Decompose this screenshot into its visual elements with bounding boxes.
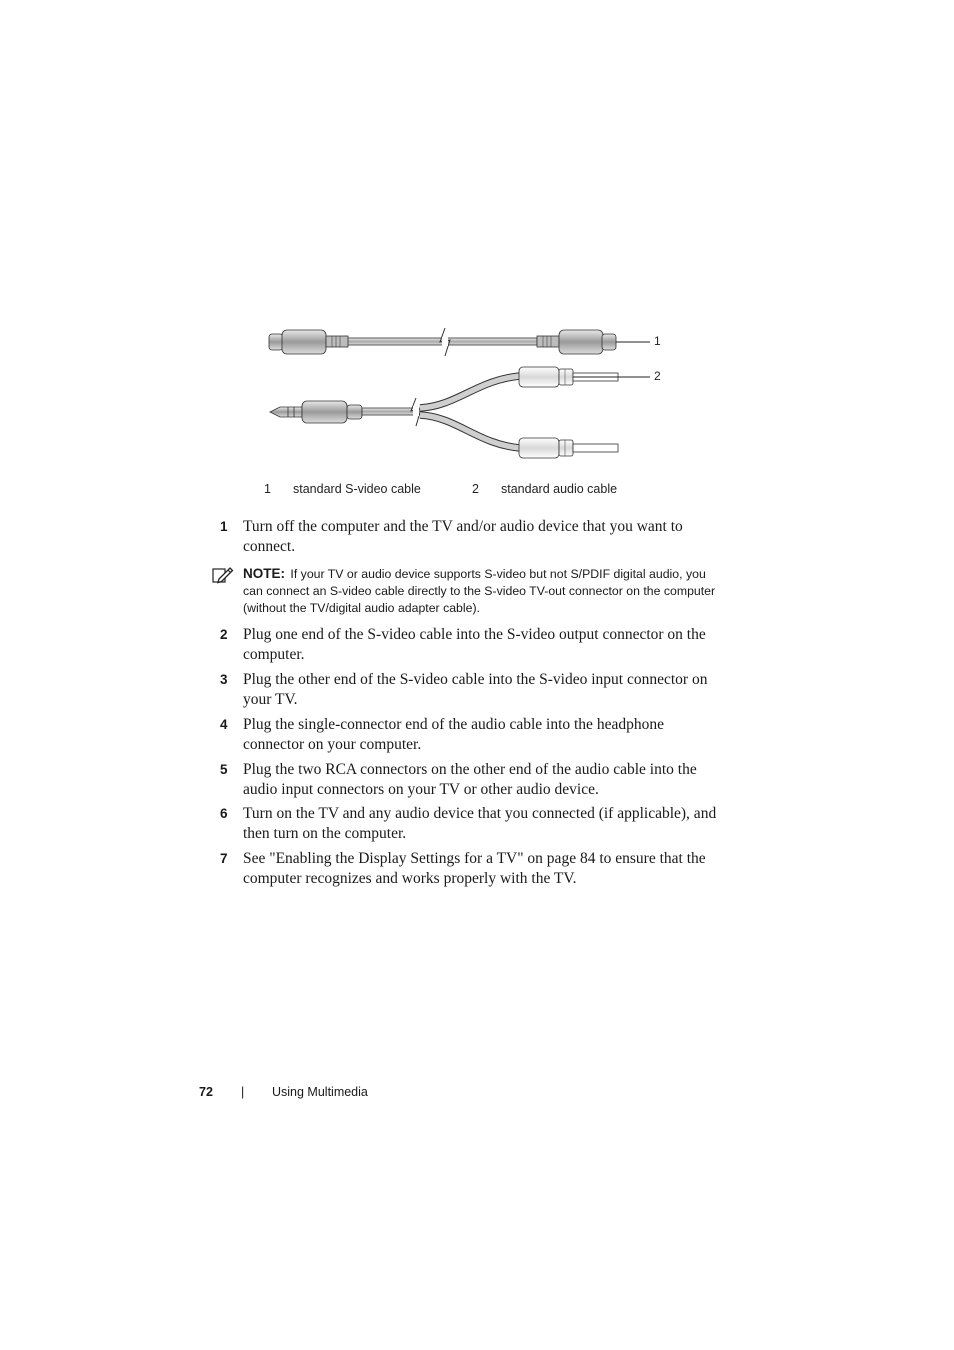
section-title: Using Multimedia <box>272 1085 368 1099</box>
step-number: 6 <box>220 806 228 821</box>
legend-num-1: 1 <box>264 482 271 496</box>
audio-cable <box>270 367 650 458</box>
legend-label-2: standard audio cable <box>501 482 618 496</box>
callout-2: 2 <box>654 369 661 383</box>
footer-separator: | <box>241 1085 245 1099</box>
step-number: 5 <box>220 762 228 777</box>
step-text: Plug the other end of the S-video cable into the S-video input connector on your TV. <box>243 671 708 708</box>
note-label: NOTE: <box>243 566 285 581</box>
s-video-cable <box>269 328 650 356</box>
step-text: Turn off the computer and the TV and/or audio device that you want to connect. <box>243 518 683 555</box>
step-text: Plug the single-connector end of the audio cable into the headphone connector on your computer. <box>243 716 664 753</box>
legend-num-2: 2 <box>472 482 479 496</box>
step-number: 7 <box>220 851 228 866</box>
step-number: 1 <box>220 519 228 534</box>
step-text: See "Enabling the Display Settings for a TV" on page 84 to ensure that the computer recognizes and works properly with the TV. <box>243 850 706 887</box>
note-text <box>243 565 723 617</box>
page-number: 72 <box>199 1085 213 1099</box>
legend-label-1: standard S-video cable <box>293 482 421 496</box>
cable-illustration <box>262 318 672 478</box>
step-number: 4 <box>220 717 228 732</box>
step-number: 3 <box>220 672 228 687</box>
pencil-note-icon <box>212 566 234 584</box>
cables-drawing <box>262 318 672 478</box>
note-body: If your TV or audio device supports S-video but not S/PDIF digital audio, you can connect an S-video cable directly to the S-video TV-out connector on the computer (without the TV/digital audio adapter cable). <box>243 567 716 615</box>
step-text: Plug one end of the S-video cable into the S-video output connector on the computer. <box>243 626 706 663</box>
step-text: Plug the two RCA connectors on the other end of the audio cable into the audio input connectors on your TV or other audio device. <box>243 761 697 798</box>
callout-1: 1 <box>654 334 661 348</box>
step-text: Turn on the TV and any audio device that you connected (if applicable), and then turn on the computer. <box>243 805 717 842</box>
step-number: 2 <box>220 627 228 642</box>
